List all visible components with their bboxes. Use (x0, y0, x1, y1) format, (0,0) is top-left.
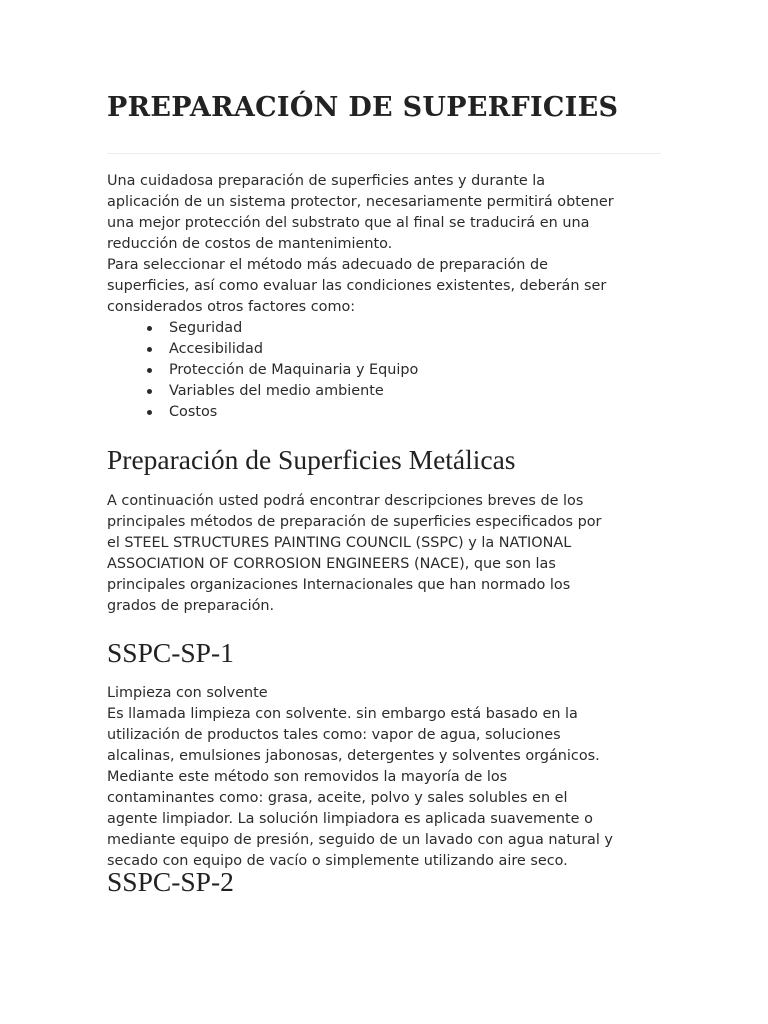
bullet-icon (147, 389, 152, 394)
bullet-icon (147, 326, 152, 331)
text-line: aplicación de un sistema protector, necesariamente permitirá obtener (107, 194, 614, 210)
section-heading-sspc-sp-1: SSPC-SP-1 (107, 637, 234, 668)
section-heading-sspc-sp-2: SSPC-SP-2 (107, 866, 234, 897)
list-item-label: Protección de Maquinaria y Equipo (169, 362, 419, 378)
intro-section (107, 171, 663, 423)
sspc-sp-1-paragraph (107, 683, 663, 872)
text-line: mediante equipo de presión, seguido de un lavado con agua natural y (107, 832, 613, 848)
factors-list (107, 318, 663, 423)
text-line: Limpieza con solvente (107, 685, 268, 701)
text-line: contaminantes como: grasa, aceite, polvo y sales solubles en el (107, 790, 568, 806)
text-line: ASSOCIATION OF CORROSION ENGINEERS (NACE), que son las (107, 556, 556, 572)
text-line: considerados otros factores como: (107, 299, 356, 315)
text-line: Para seleccionar el método más adecuado de preparación de (107, 257, 548, 273)
list-item (107, 360, 663, 381)
text-line: Una cuidadosa preparación de superficies antes y durante la (107, 173, 546, 189)
text-line: una mejor protección del substrato que al final se traducirá en una (107, 215, 590, 231)
text-line: el STEEL STRUCTURES PAINTING COUNCIL (SSPC) y la NATIONAL (107, 535, 572, 551)
text-line: agente limpiador. La solución limpiadora es aplicada suavemente o (107, 811, 593, 827)
list-item (107, 402, 663, 423)
list-item-label: Costos (169, 404, 218, 420)
text-line: Es llamada limpieza con solvente. sin embargo está basado en la (107, 706, 578, 722)
text-line: superficies, así como evaluar las condiciones existentes, deberán ser (107, 278, 607, 294)
text-line: reducción de costos de mantenimiento. (107, 236, 393, 252)
list-item-label: Accesibilidad (169, 341, 263, 357)
list-item-label: Seguridad (169, 320, 243, 336)
text-line: utilización de productos tales como: vapor de agua, soluciones (107, 727, 561, 743)
intro-paragraph (107, 171, 663, 318)
title-divider (107, 153, 661, 154)
text-line: alcalinas, emulsiones jabonosas, detergentes y solventes orgánicos. (107, 748, 600, 764)
text-line: secado con equipo de vacío o simplemente utilizando aire seco. (107, 853, 568, 869)
bullet-icon (147, 368, 152, 373)
metalicas-paragraph (107, 491, 663, 617)
text-line: grados de preparación. (107, 598, 275, 614)
text-line: Mediante este método son removidos la mayoría de los (107, 769, 508, 785)
list-item (107, 381, 663, 402)
bullet-icon (147, 410, 152, 415)
section-heading-metalicas: Preparación de Superficies Metálicas (107, 444, 516, 475)
list-item (107, 318, 663, 339)
text-line: principales métodos de preparación de superficies especificados por (107, 514, 602, 530)
text-line: principales organizaciones Internacionales que han normado los (107, 577, 571, 593)
page-title: PREPARACIÓN DE SUPERFICIES (107, 92, 619, 123)
list-item (107, 339, 663, 360)
list-item-label: Variables del medio ambiente (169, 383, 384, 399)
bullet-icon (147, 347, 152, 352)
text-line: A continuación usted podrá encontrar descripciones breves de los (107, 493, 584, 509)
